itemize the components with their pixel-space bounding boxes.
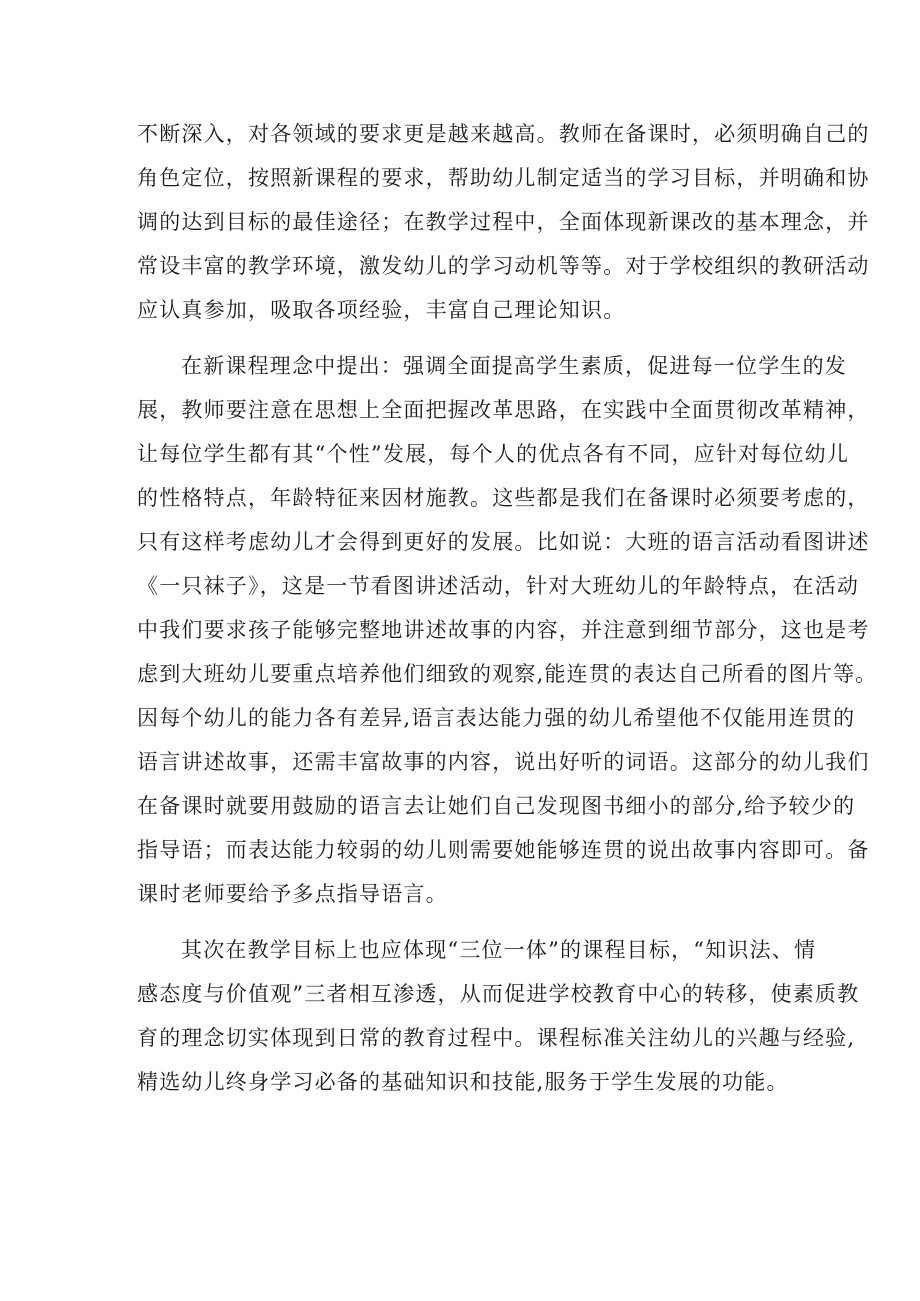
paragraph-line: 的性格特点，年龄特征来因材施教。这些都是我们在备课时必须要考虑的， [137, 486, 870, 510]
paragraph-line: 其次在教学目标上也应体现“三位一体”的课程目标，“知识法、情 [181, 938, 817, 962]
paragraph-line: 育的理念切实体现到日常的教育过程中。课程标准关注幼儿的兴趣与经验, [137, 1026, 856, 1050]
paragraph-line: 不断深入，对各领域的要求更是越来越高。教师在备课时，必须明确自己的 [137, 122, 870, 146]
paragraph-line: 《一只袜子》，这是一节看图讲述活动，针对大班幼儿的年龄特点，在活动 [137, 574, 860, 598]
paragraph-line: 精选幼儿终身学习必备的基础知识和技能,服务于学生发展的功能。 [137, 1070, 789, 1094]
paragraph-line: 只有这样考虑幼儿才会得到更好的发展。比如说：大班的语言活动看图讲述 [137, 530, 870, 554]
paragraph-line: 虑到大班幼儿要重点培养他们细致的观察,能连贯的表达自己所看的图片等。 [137, 662, 878, 686]
document-body [137, 112, 878, 1104]
paragraph-line: 指导语；而表达能力较弱的幼儿则需要她能够连贯的说出故事内容即可。备 [137, 838, 870, 862]
paragraph-line: 应认真参加，吸取各项经验，丰富自己理论知识。 [137, 298, 626, 322]
paragraph-line: 角色定位，按照新课程的要求，帮助幼儿制定适当的学习目标，并明确和协 [137, 166, 870, 190]
paragraph-line: 中我们要求孩子能够完整地讲述故事的内容，并注意到细节部分，这也是考 [137, 618, 870, 642]
paragraph-gap [137, 332, 797, 344]
paragraph-line: 调的达到目标的最佳途径；在教学过程中，全面体现新课改的基本理念，并 [137, 210, 870, 234]
paragraph-line: 课时老师要给予多点指导语言。 [137, 882, 448, 906]
paragraph-line: 让每位学生都有其“个性”发展，每个人的优点各有不同，应针对每位幼儿 [137, 442, 850, 466]
paragraph-line: 常设丰富的教学环境，激发幼儿的学习动机等等。对于学校组织的教研活动 [137, 254, 870, 278]
paragraph-line: 语言讲述故事，还需丰富故事的内容，说出好听的词语。这部分的幼儿我们 [137, 750, 870, 774]
paragraph-line: 在新课程理念中提出：强调全面提高学生素质，促进每一位学生的发 [181, 354, 847, 378]
paragraph-line: 展，教师要注意在思想上全面把握改革思路，在实践中全面贯彻改革精神， [137, 398, 870, 422]
paragraph-line: 在备课时就要用鼓励的语言去让她们自己发现图书细小的部分,给予较少的 [137, 794, 856, 818]
paragraph-line: 因每个幼儿的能力各有差异,语言表达能力强的幼儿希望他不仅能用连贯的 [137, 706, 856, 730]
paragraph-line: 感态度与价值观”三者相互渗透，从而促进学校教育中心的转移，使素质教 [137, 982, 860, 1006]
paragraph-gap [137, 916, 797, 928]
